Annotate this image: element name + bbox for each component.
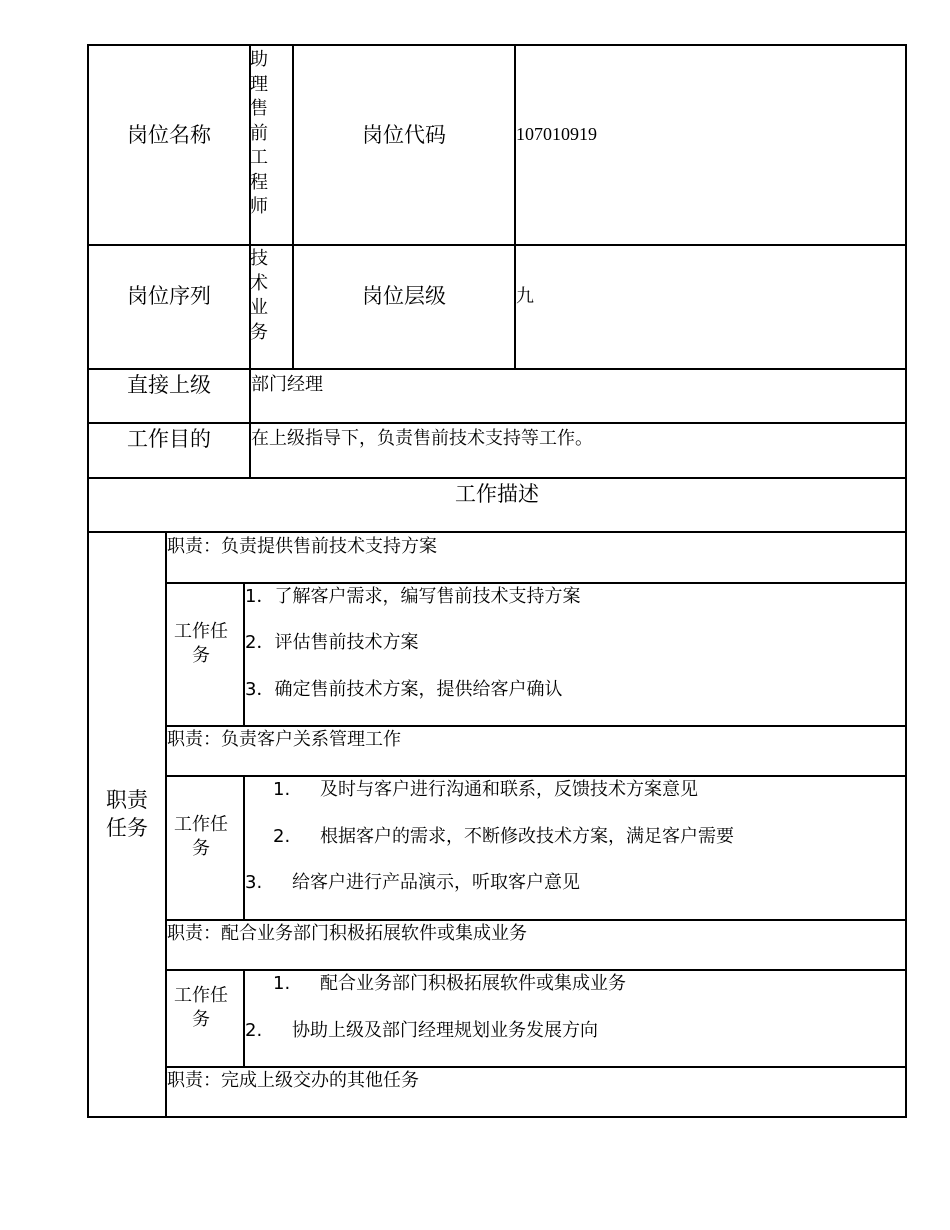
row-divider bbox=[87, 422, 907, 424]
task-item: 3．确定售前技术方案，提供给客户确认 bbox=[245, 679, 563, 700]
row-divider bbox=[87, 477, 907, 479]
task-number: 2. bbox=[245, 1020, 263, 1041]
task-item: 协助上级及部门经理规划业务发展方向 bbox=[292, 1020, 598, 1041]
level-value: 九 bbox=[516, 286, 534, 307]
task-number: 1. bbox=[273, 779, 291, 800]
col-divider bbox=[514, 44, 516, 370]
sequence-label: 岗位序列 bbox=[127, 284, 211, 308]
table-border-right bbox=[905, 44, 907, 1118]
col-divider bbox=[243, 969, 245, 1068]
row-divider bbox=[165, 582, 907, 584]
row-divider bbox=[165, 1066, 907, 1068]
col-divider bbox=[165, 531, 167, 1118]
col-divider bbox=[243, 775, 245, 921]
row-divider bbox=[165, 725, 907, 727]
row-divider bbox=[87, 244, 907, 246]
task-label: 工作任务 bbox=[174, 985, 228, 1030]
position-code-label: 岗位代码 bbox=[362, 123, 446, 147]
task-item: 及时与客户进行沟通和联系，反馈技术方案意见 bbox=[320, 779, 698, 800]
table-border-bottom bbox=[87, 1116, 907, 1118]
task-item: 给客户进行产品演示，听取客户意见 bbox=[292, 872, 580, 893]
task-label: 工作任务 bbox=[174, 814, 228, 859]
row-divider bbox=[165, 775, 907, 777]
col-divider bbox=[292, 44, 294, 370]
purpose-label: 工作目的 bbox=[127, 427, 211, 451]
duty-title: 职责：负责提供售前技术支持方案 bbox=[167, 536, 437, 557]
task-label: 工作任务 bbox=[174, 621, 228, 666]
row-divider bbox=[87, 368, 907, 370]
table-border-top bbox=[87, 44, 907, 46]
sequence-value: 技术业务 bbox=[250, 248, 268, 343]
duty-title: 职责：完成上级交办的其他任务 bbox=[167, 1070, 419, 1091]
task-item: 根据客户的需求，不断修改技术方案，满足客户需要 bbox=[320, 826, 734, 847]
task-item: 2．评估售前技术方案 bbox=[245, 632, 419, 653]
section-title: 工作描述 bbox=[455, 482, 539, 506]
supervisor-label: 直接上级 bbox=[127, 373, 211, 397]
task-item: 1．了解客户需求，编写售前技术支持方案 bbox=[245, 586, 581, 607]
supervisor-value: 部门经理 bbox=[251, 374, 323, 395]
purpose-value: 在上级指导下，负责售前技术支持等工作。 bbox=[251, 428, 593, 449]
position-code-value: 107010919 bbox=[516, 124, 597, 144]
duty-title: 职责：负责客户关系管理工作 bbox=[167, 729, 401, 750]
table-border-left bbox=[87, 44, 89, 1118]
task-number: 1. bbox=[273, 973, 291, 994]
task-item: 配合业务部门积极拓展软件或集成业务 bbox=[320, 973, 626, 994]
position-name-label: 岗位名称 bbox=[127, 123, 211, 147]
level-label: 岗位层级 bbox=[362, 284, 446, 308]
position-name-value: 助理售前工程师 bbox=[250, 49, 268, 217]
row-divider bbox=[165, 969, 907, 971]
row-divider bbox=[87, 531, 907, 533]
duty-title: 职责：配合业务部门积极拓展软件或集成业务 bbox=[167, 923, 527, 944]
task-number: 2. bbox=[273, 826, 291, 847]
row-divider bbox=[165, 919, 907, 921]
duties-label: 职责任务 bbox=[106, 788, 148, 840]
task-number: 3. bbox=[245, 872, 263, 893]
